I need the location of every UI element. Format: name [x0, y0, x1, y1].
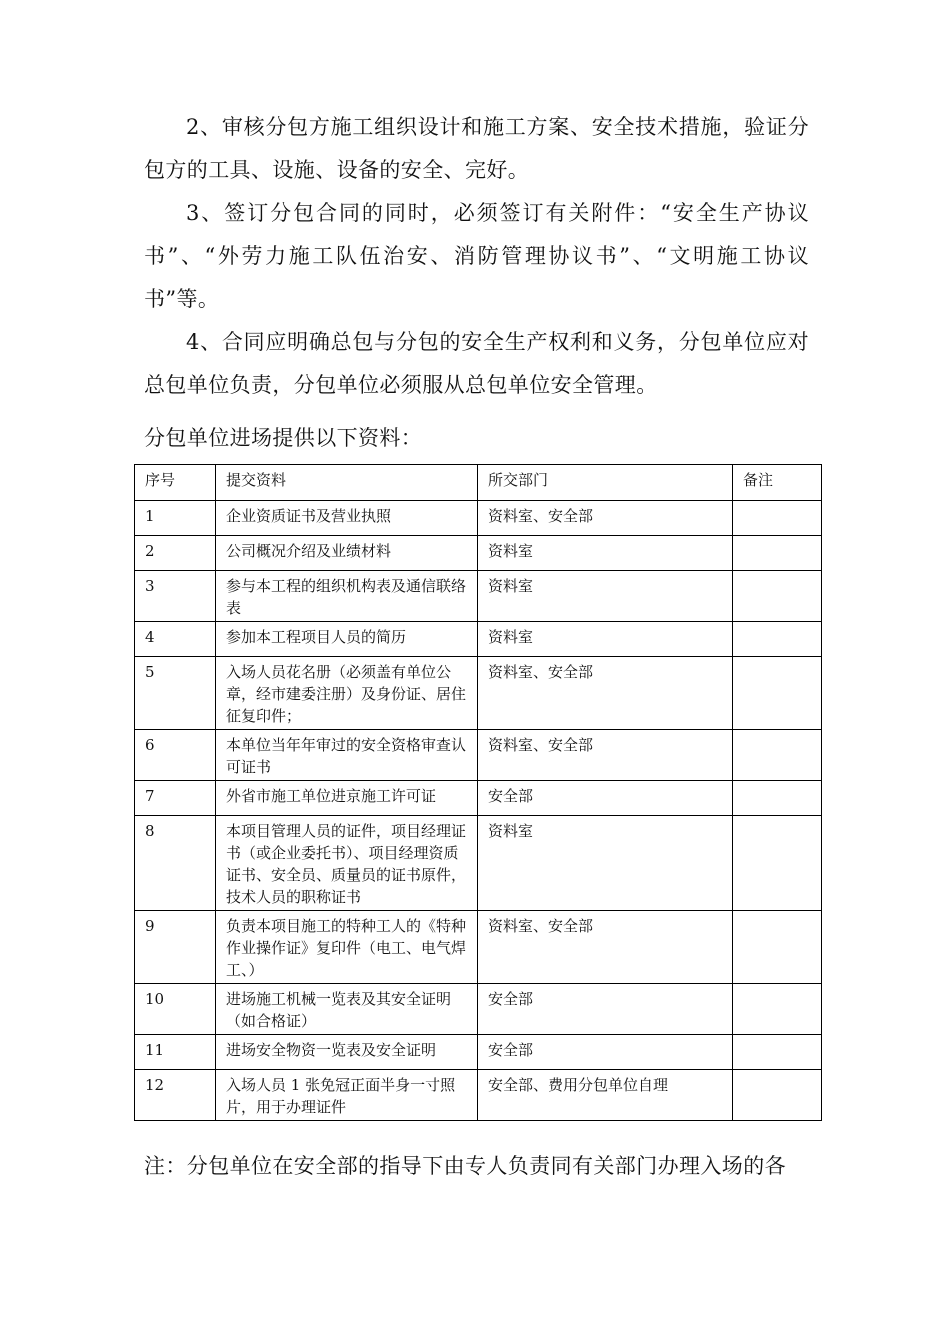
row-number: 2	[135, 536, 216, 571]
row-remark	[733, 911, 822, 984]
row-remark	[733, 1035, 822, 1070]
row-item: 参与本工程的组织机构表及通信联络表	[216, 571, 478, 622]
row-remark	[733, 781, 822, 816]
row-dept: 资料室	[478, 571, 733, 622]
table-row	[135, 911, 822, 984]
note-text: 注：分包单位在安全部的指导下由专人负责同有关部门办理入场的各	[144, 1154, 786, 1178]
row-remark	[733, 730, 822, 781]
row-number: 6	[135, 730, 216, 781]
table-row	[135, 536, 822, 571]
paragraph-3: 3、签订分包合同的同时，必须签订有关附件：“安全生产协议书”、“外劳力施工队伍治安、消防管理协议书”、“文明施工协议书”等。	[144, 201, 809, 311]
row-remark	[733, 501, 822, 536]
row-item: 外省市施工单位进京施工许可证	[216, 781, 478, 816]
row-number: 3	[135, 571, 216, 622]
row-item: 参加本工程项目人员的简历	[216, 622, 478, 657]
row-number: 8	[135, 816, 216, 911]
table-header-row	[135, 465, 822, 501]
row-number: 4	[135, 622, 216, 657]
row-number: 9	[135, 911, 216, 984]
row-number: 5	[135, 657, 216, 730]
row-number: 7	[135, 781, 216, 816]
row-item: 负责本项目施工的特种工人的《特种作业操作证》复印件（电工、电气焊工、）	[216, 911, 478, 984]
row-item: 公司概况介绍及业绩材料	[216, 536, 478, 571]
table-row	[135, 657, 822, 730]
table-row	[135, 984, 822, 1035]
table-intro: 分包单位进场提供以下资料：	[144, 426, 423, 450]
table-row	[135, 730, 822, 781]
row-dept: 安全部	[478, 781, 733, 816]
table-body	[135, 501, 822, 1121]
table-row	[135, 622, 822, 657]
row-number: 10	[135, 984, 216, 1035]
row-remark	[733, 1070, 822, 1121]
row-item: 本项目管理人员的证件，项目经理证书（或企业委托书）、项目经理资质证书、安全员、质量员的证书原件，技术人员的职称证书	[216, 816, 478, 911]
header-item: 提交资料	[216, 465, 478, 501]
row-dept: 资料室、安全部	[478, 501, 733, 536]
row-dept: 资料室	[478, 816, 733, 911]
header-dept: 所交部门	[478, 465, 733, 501]
table-row	[135, 571, 822, 622]
paragraph-4: 4、合同应明确总包与分包的安全生产权利和义务，分包单位应对总包单位负责，分包单位必须服从总包单位安全管理。	[144, 330, 809, 397]
header-no: 序号	[135, 465, 216, 501]
header-remark: 备注	[733, 465, 822, 501]
row-dept: 安全部	[478, 1035, 733, 1070]
row-remark	[733, 622, 822, 657]
row-item: 进场安全物资一览表及安全证明	[216, 1035, 478, 1070]
row-remark	[733, 816, 822, 911]
row-dept: 资料室	[478, 536, 733, 571]
row-item: 企业资质证书及营业执照	[216, 501, 478, 536]
row-dept: 安全部	[478, 984, 733, 1035]
row-item: 入场人员花名册（必须盖有单位公章，经市建委注册）及身份证、居住征复印件；	[216, 657, 478, 730]
table-row	[135, 1070, 822, 1121]
row-number: 1	[135, 501, 216, 536]
table-row	[135, 1035, 822, 1070]
row-remark	[733, 657, 822, 730]
row-dept: 资料室、安全部	[478, 657, 733, 730]
row-remark	[733, 536, 822, 571]
row-item: 进场施工机械一览表及其安全证明（如合格证）	[216, 984, 478, 1035]
row-dept: 资料室、安全部	[478, 911, 733, 984]
table-row	[135, 501, 822, 536]
row-remark	[733, 571, 822, 622]
row-dept: 资料室	[478, 622, 733, 657]
paragraph-2: 2、审核分包方施工组织设计和施工方案、安全技术措施，验证分包方的工具、设施、设备的安全、完好。	[144, 115, 809, 182]
table-row	[135, 816, 822, 911]
row-item: 入场人员 1 张免冠正面半身一寸照片，用于办理证件	[216, 1070, 478, 1121]
materials-table	[134, 464, 822, 1121]
row-dept: 资料室、安全部	[478, 730, 733, 781]
row-number: 12	[135, 1070, 216, 1121]
table-row	[135, 781, 822, 816]
row-dept: 安全部、费用分包单位自理	[478, 1070, 733, 1121]
row-remark	[733, 984, 822, 1035]
row-number: 11	[135, 1035, 216, 1070]
row-item: 本单位当年年审过的安全资格审查认可证书	[216, 730, 478, 781]
